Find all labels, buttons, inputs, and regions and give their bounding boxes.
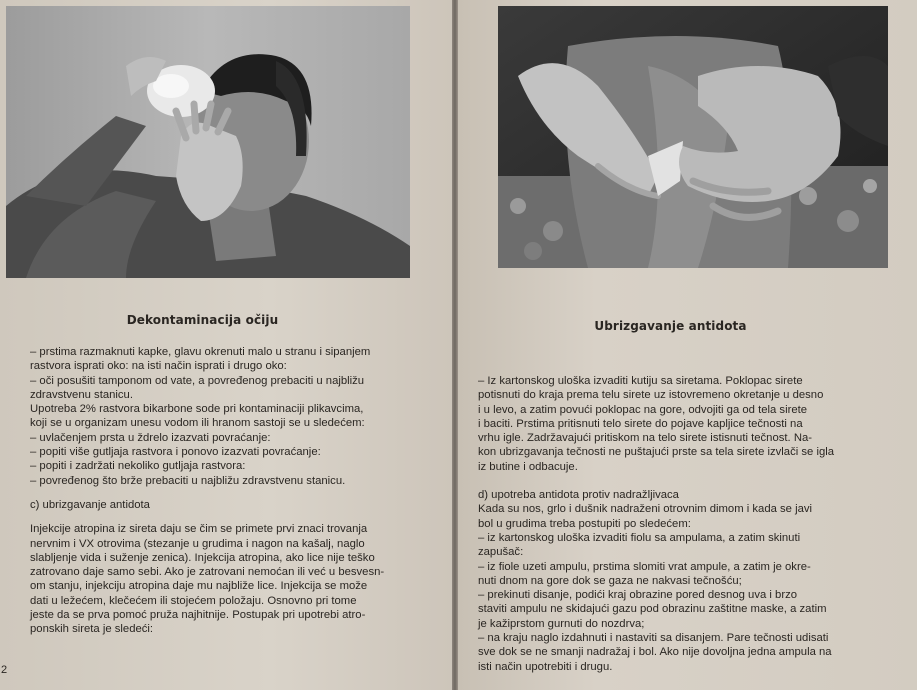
text-line: nervnim i VX otrovima (stezanje u grudima i nagon na kašalj, naglo — [30, 537, 365, 550]
text-line: jeste da se prva pomoć pruža najhitnije. Postupak pri upotrebi atro- — [30, 609, 366, 622]
text-line: Injekcije atropina iz sireta daju se čim se primete prvi znaci trovanja — [30, 523, 368, 536]
text-line: zatrovano daje samo sebi. Ako je zatrovani nemoćan ili već u besvesn- — [30, 566, 385, 579]
antidote-injection-heading: Ubrizgavanje antidota — [594, 319, 747, 333]
text-line: – iz kartonskog uloška izvaditi fiolu sa ampulama, a zatim skinuti — [478, 531, 801, 544]
text-line: dati u ležećem, klečećem ili stojećem položaju. Osnovno pri tome — [30, 594, 357, 607]
text-line: potisnuti do kraja prema telu sirete uz istovremeno okretanje u desno — [478, 389, 824, 402]
antidote-injection-text — [478, 374, 912, 674]
eye-decontamination-heading: Dekontaminacija očiju — [126, 313, 279, 327]
text-line: – prstima razmaknuti kapke, glavu okrenuti malo u stranu i sipanjem — [30, 346, 371, 358]
left-page — [0, 0, 452, 690]
text-line: koji se u organizam unesu vodom ili hranom sastoji se u sledećem: — [30, 417, 365, 430]
syrette-injection-photo — [498, 6, 888, 268]
text-line: – popiti i zadržati nekoliko gutljaja rastvora: — [30, 460, 246, 473]
text-line: slabljenje vida i suženje zenica). Injekcija atropina, ako lice nije teško — [30, 551, 375, 564]
text-line: – povređenog što brže prebaciti u najbližu zdravstvenu stanicu. — [30, 474, 346, 487]
text-line: – na kraju naglo izdahnuti i nastaviti sa disanjem. Pare tečnosti udisati — [478, 632, 829, 645]
page-number: 2 — [1, 664, 8, 676]
text-line: je kažiprstom gurnuti do nozdrva; — [478, 617, 645, 630]
eye-rinse-photo — [6, 6, 410, 278]
text-line: om stanju, injekciju atropina daje mu najbliže lice. Injekcija se može — [30, 580, 368, 593]
text-line: zdravstvenu stanicu. — [30, 388, 133, 401]
eye-decontamination-text — [30, 345, 442, 637]
text-line: – iz fiole uzeti ampulu, prstima slomiti vrat ampule, a zatim je okre- — [478, 560, 811, 573]
text-line: – Iz kartonskog uloška izvaditi kutiju sa siretama. Poklopac sirete — [478, 375, 803, 387]
text-line: vrhu igle. Zadržavajući pritiskom na telo sirete istisnuti tečnost. Na- — [478, 432, 813, 445]
text-line: rastvora isprati oko: na isti način isprati i drugo oko: — [30, 360, 287, 373]
irritant-antidote-subheading: d) upotreba antidota protiv nadražljivaca — [478, 489, 679, 502]
text-line: ponskih sireta je sledeći: — [30, 623, 154, 636]
text-line: isti način upotrebiti i drugu. — [478, 660, 613, 673]
text-line: sve dok se ne smanji nadražaj i bol. Ako nije dovoljna jedna ampula na — [478, 646, 832, 659]
text-line: Upotreba 2% rastvora bikarbone sode pri kontaminaciji plikavcima, — [30, 403, 364, 416]
text-line: Kada su nos, grlo i dušnik nadraženi otrovnim dimom i kada se javi — [478, 503, 813, 516]
text-line: – popiti više gutljaja rastvora i ponovo izazvati povraćanje: — [30, 446, 321, 459]
text-line: iz butine i odbacuje. — [478, 460, 578, 473]
text-line: i baciti. Prstima pritisnuti telo sirete do pojave kapljice tečnosti na — [478, 417, 803, 430]
text-line: zapušač: — [478, 546, 524, 559]
text-line: nuti dnom na gore dok se gaza ne nakvasi tečnošću; — [478, 574, 742, 587]
text-line: – prekinuti disanje, podići kraj obrazine pored desnog uva i brzo — [478, 589, 798, 602]
text-line: staviti ampulu ne skidajući gazu pod obrazinu zaštitne maske, a zatim — [478, 603, 827, 616]
text-line: – oči posušiti tamponom od vate, a povređenog prebaciti u najbližu — [30, 374, 365, 387]
text-line: i u levo, a zatim povući poklopac na gore, odvojiti ga od tela sirete — [478, 403, 808, 416]
text-line: bol u grudima treba postupiti po sledećem: — [478, 517, 691, 530]
text-line: – uvlačenjem prsta u ždrelo izazvati povraćanje: — [30, 431, 271, 444]
antidote-injection-subheading: c) ubrizgavanje antidota — [30, 498, 150, 511]
right-page — [458, 0, 917, 690]
text-line: kon ubrizgavanja tečnosti ne puštajući prste sa tela sirete izvlači se igla — [478, 446, 835, 459]
